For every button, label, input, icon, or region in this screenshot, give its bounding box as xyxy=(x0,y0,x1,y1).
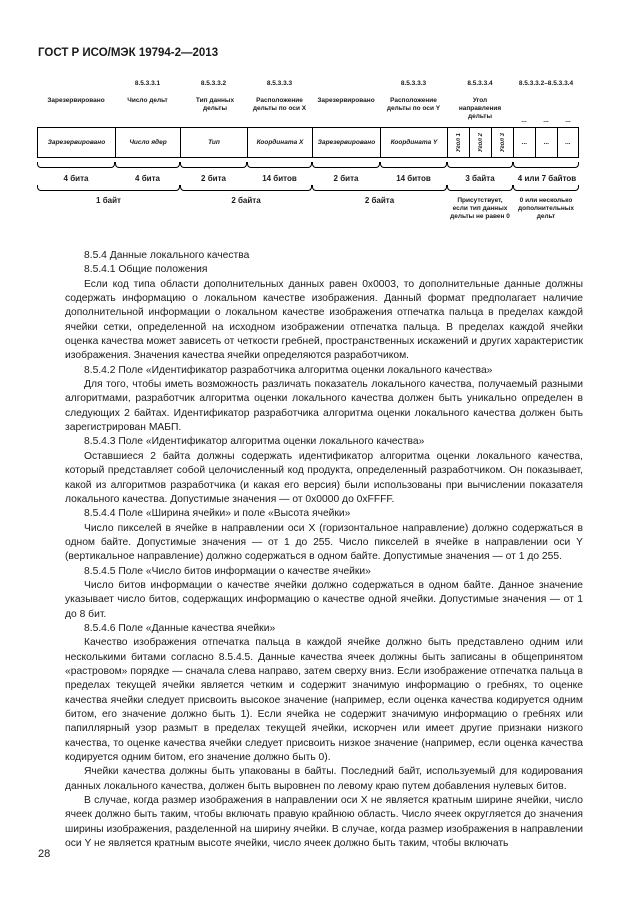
size-brace xyxy=(380,162,447,168)
size-brace xyxy=(37,162,115,168)
group-brace xyxy=(447,185,513,191)
section-heading: 8.5.4.1 Общие положения xyxy=(84,264,208,276)
angle-label: Угол 1 xyxy=(455,132,462,153)
field-header: Расположение дельты по оси Y xyxy=(386,97,441,112)
size-brace xyxy=(180,162,247,168)
field-cell: ... xyxy=(513,127,536,158)
size-brace xyxy=(115,162,180,168)
field-cell xyxy=(447,127,470,158)
section-heading: 8.5.4 Данные локального качества xyxy=(84,250,250,261)
group-brace xyxy=(513,185,579,191)
paragraph: Для того, чтобы иметь возможность различать показатель локального качества, получаемый разными алгоритмами, разработчик алгоритма оценки локального качества должен быть уникально определен в следующих 2 байтах. Идентификатор разработчика алгоритма оценки локального качества должен быть зарегистрирован МАБП. xyxy=(65,379,583,434)
size-label: 4 бита xyxy=(63,174,89,183)
size-label: 4 или 7 байтов xyxy=(517,174,577,183)
paragraph: Если код типа области дополнительных данных равен 0x0003, то дополнительные данные должны содержать информацию о локальном качестве изображения. Данный формат предполагает наличие дополнительной информации о локальном качестве изображения отпечатка пальца в пределах каждой ячейки сетки, определенной на исходном изображении отпечатка пальца. В пределах каждой ячейки оценка качества может зависеть от четкости гребней, пространственных искажений и других характеристик изображения. Значения качества ячейки определяются разработчиком. xyxy=(65,278,583,362)
page-number: 28 xyxy=(38,848,51,860)
angle-label: Угол 2 xyxy=(477,132,484,153)
size-brace xyxy=(447,162,513,168)
ref-label: 8.5.3.3.3 xyxy=(400,80,427,87)
size-label: 14 битов xyxy=(396,174,431,183)
group-note: Присутствует, если тип данных дельты не равен 0 xyxy=(450,197,510,220)
group-brace xyxy=(312,185,447,191)
field-header: Угол направления дельты xyxy=(458,97,502,120)
size-brace xyxy=(247,162,312,168)
angle-label: Угол 3 xyxy=(499,132,506,153)
field-cell xyxy=(491,127,514,158)
field-cell: Число ядер xyxy=(115,127,181,158)
field-header: Расположение дельты по оси X xyxy=(252,97,307,112)
field-header: ... xyxy=(521,117,527,124)
ref-label: 8.5.3.3.4 xyxy=(467,80,493,87)
field-cell xyxy=(469,127,492,158)
size-label: 2 бита xyxy=(201,174,226,183)
section-heading: 8.5.4.6 Поле «Данные качества ячейки» xyxy=(84,622,276,634)
field-header: Тип данных дельты xyxy=(195,97,235,112)
size-brace xyxy=(513,162,579,168)
paragraph: Качество изображения отпечатка пальца в каждой ячейке должно быть представлено одним или несколькими битами согласно 8.5.4.5. Данные качества ячеек должны быть записаны в общепринятом «растровом» порядке — сначала слева направо, затем сверху вниз. Если изображение отпечатка пальца в пределах текущей ячейки является четким и содержит значимую информацию о гребнях, то оценке качества ячейки следует присвоить высокое значение (например, если оценка качества кодируется одним битом, его значение должно быть 1). Если ячейка не содержит значимую информацию о гребнях или папиллярный узор размыт в пределах текущей ячейки, искорчен или имеет другие признаки низкого качества, то оценке качества ячейки следует присвоить низкое значение (например, если оценка качества кодируется одним битом, его значение должно быть 0). xyxy=(65,637,583,764)
field-header: Зарезервировано xyxy=(47,97,105,104)
field-cell: Координата Y xyxy=(380,127,448,158)
section-heading: 8.5.4.2 Поле «Идентификатор разработчика алгоритма оценки локального качества» xyxy=(84,364,493,376)
field-cell: ... xyxy=(535,127,558,158)
field-cell: Тип xyxy=(180,127,248,158)
size-label: 3 байта xyxy=(465,174,495,183)
group-brace xyxy=(180,185,312,191)
paragraph: Число битов информации о качестве ячейки должно содержаться в одном байте. Данное значение указывает число битов, содержащих информацию о качестве одной ячейки. Допустимые значения — от 1 до 8 бит. xyxy=(65,579,583,620)
field-header: ... xyxy=(565,117,571,124)
section-heading: 8.5.4.3 Поле «Идентификатор алгоритма оценки локального качества» xyxy=(84,436,425,448)
paragraph: Число пикселей в ячейке в направлении оси X (горизонтальное направление) должно содержаться в одном байте. Допустимые значения — от 1 до 255. Число пикселей в ячейке в направлении оси Y (вертикальное направление) должно содержаться в одном байте. Допустимые значения — от 1 до 255. xyxy=(65,522,583,563)
field-cell: ... xyxy=(557,127,579,158)
ref-label: 8.5.3.3.1 xyxy=(134,80,161,87)
field-cell: Зарезервировано xyxy=(37,127,116,158)
group-label: 1 байт xyxy=(96,196,121,205)
field-header: ... xyxy=(543,117,549,124)
size-label: 2 бита xyxy=(333,174,359,183)
field-cell: Зарезервировано xyxy=(312,127,381,158)
size-label: 4 бита xyxy=(135,174,160,183)
group-label: 2 байта xyxy=(231,196,261,205)
section-heading: 8.5.4.5 Поле «Число битов информации о качестве ячейки» xyxy=(84,565,371,577)
paragraph: В случае, когда размер изображения в направлении оси X не является кратным ширине ячейки, число ячеек должно быть таким, чтобы включать правую крайнюю область. Число ячеек округляется до значения ширины изображения, разделенной на ширину ячейки. В случае, когда размер изображения в направлении оси Y не является кратным высоте ячейки, число ячеек должно быть таким, чтобы включать xyxy=(65,795,583,850)
field-header: Число дельт xyxy=(127,97,168,104)
field-cell: Координата X xyxy=(247,127,313,158)
standard-header: ГОСТ Р ИСО/МЭК 19794-2—2013 xyxy=(38,47,219,59)
paragraph: Оставшиеся 2 байта должны содержать идентификатор алгоритма оценки локального качества, который представляет собой целочисленный код продукта, определенный разработчиком. Он показывает, какой из алгоритмов разработчика (и какая его версия) были использованы при вычислении показателя локального качества. Допустимые значения — от 0x0000 до 0xFFFF. xyxy=(65,450,583,505)
group-note: 0 или несколько дополнительных дельт xyxy=(518,197,574,220)
body-text xyxy=(65,249,583,851)
size-label: 14 битов xyxy=(262,174,297,183)
ref-label: 8.5.3.3.2–8.5.3.3.4 xyxy=(518,80,574,87)
section-heading: 8.5.4.4 Поле «Ширина ячейки» и поле «Высота ячейки» xyxy=(84,508,351,520)
ref-label: 8.5.3.3.2 xyxy=(200,80,227,87)
field-header: Зарезервировано xyxy=(317,97,375,104)
paragraph: Ячейки качества должны быть упакованы в байты. Последний байт, используемый для кодирования данных локального качества, должен быть выровнен по левому краю путем добавления нулевых битов. xyxy=(65,766,583,792)
ref-label: 8.5.3.3.3 xyxy=(266,80,293,87)
size-brace xyxy=(312,162,380,168)
group-label: 2 байта xyxy=(364,196,395,205)
group-brace xyxy=(37,185,180,191)
